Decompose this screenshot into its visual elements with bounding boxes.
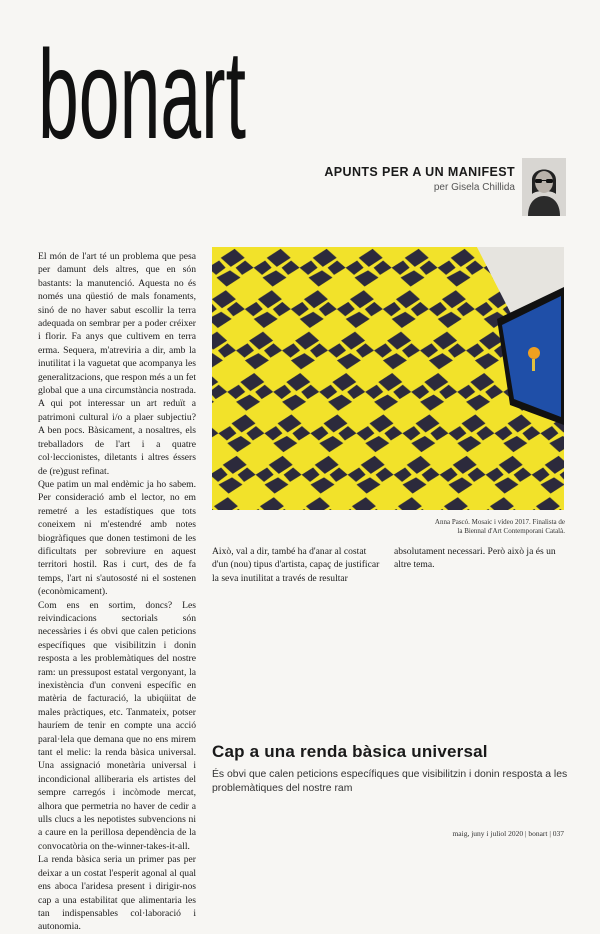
- author-portrait: [522, 158, 566, 216]
- body-paragraph: Això, val a dir, també ha d'anar al costat d'un (nou) tipus d'artista, capaç de justificar la seva inutilitat a través de resultar: [212, 546, 380, 584]
- page-footer: maig, juny i juliol 2020 | bonart | 037: [452, 829, 564, 838]
- body-paragraph: absolutament necessari. Però això ja és un altre tema.: [394, 546, 556, 571]
- body-paragraph: La renda bàsica seria un primer pas per deixar a un costat l'esperit agonal al qual ens aboca l'aridesa present i dirigir-nos cap a una estabilitat que alimentaria les tan indispensables col·laboració i autonomia.: [38, 854, 196, 933]
- body-column-2: [212, 545, 382, 585]
- pull-quote-heading: Cap a una renda bàsica universal: [212, 742, 488, 761]
- body-column-1: [38, 250, 196, 934]
- photo-caption: [420, 518, 565, 536]
- article-author: per Gisela Chillida: [433, 182, 515, 193]
- artwork-photo: [212, 247, 564, 510]
- body-paragraph: Com ens en sortim, doncs? Les reivindicacions sectorials són necessàries i és obvi que calen peticions específiques que visibilitzin i donin resposta a les problemàtiques del nostre ram: un pressupost estatal vergonyant, la inexistència d'un conveni específic en matèria de facturació, la ubiqüitat de males pràctiques, etc. Tanmateix, potser hauríem de tenir en compte una acció paral·lela que demana que no ens mirem tant el melic: la renda bàsica universal. Una assignació monetària universal i incondicional alliberaria els artistes del sempre carregós i incòmode mercat, alhora que permetria no haver de cedir a ulls clucs a les nepotistes subvencions ni a caure en la perillosa dependència de la convocatòria on the-winner-takes-it-all.: [38, 599, 196, 852]
- logo-text: bonart: [38, 24, 246, 165]
- caption-line: la Biennal d'Art Contemporani Català.: [457, 527, 565, 535]
- body-column-3: [394, 545, 564, 572]
- body-paragraph: El món de l'art té un problema que pesa per damunt dels altres, que en són bastants: la manutenció. Aquesta no és només una qüestió de mals fonaments, sinó de no haver sabut escollir la terra adequada on sembrar per a poder créixer i florir. Fa anys que cultivem en terra erma. Sequera, m'atreviria a dir, amb la inutilitat i la vaguetat que acompanya les generalitzacions, que respon més a un fet global que a una circumstància nostrada. A qui pot interessar un art reduït a patrimoni cultural i/o a plaer subjectiu? A ben pocs. Bàsicament, a nosaltres, els treballadors de l'art i a quatre col·leccionistes, diletants i altres éssers de (re)gust refinat.: [38, 251, 196, 477]
- pull-quote-text: És obvi que calen peticions específiques que visibilitzin i donin resposta a les problemàtiques del nostre ram: [212, 769, 568, 794]
- pull-quote: [212, 742, 572, 796]
- caption-line: Anna Pascó. Mosaic i vídeo 2017. Finalista de: [434, 518, 565, 526]
- article-title: APUNTS PER A UN MANIFEST: [324, 165, 515, 179]
- masthead-logo: [38, 24, 248, 165]
- article-byline: [300, 165, 515, 193]
- body-paragraph: Que patim un mal endèmic ja ho sabem. Per consideració amb el lector, no em remetré a les estadístiques que tots coneixem ni m'estendré amb notes biogràfiques que donen testimoni de les dificultats per sobreviure en aquest territori hostil. Ras i curt, des de fa temps, l'art ni s'autososté ni el sostenen (econòmicament).: [38, 478, 196, 598]
